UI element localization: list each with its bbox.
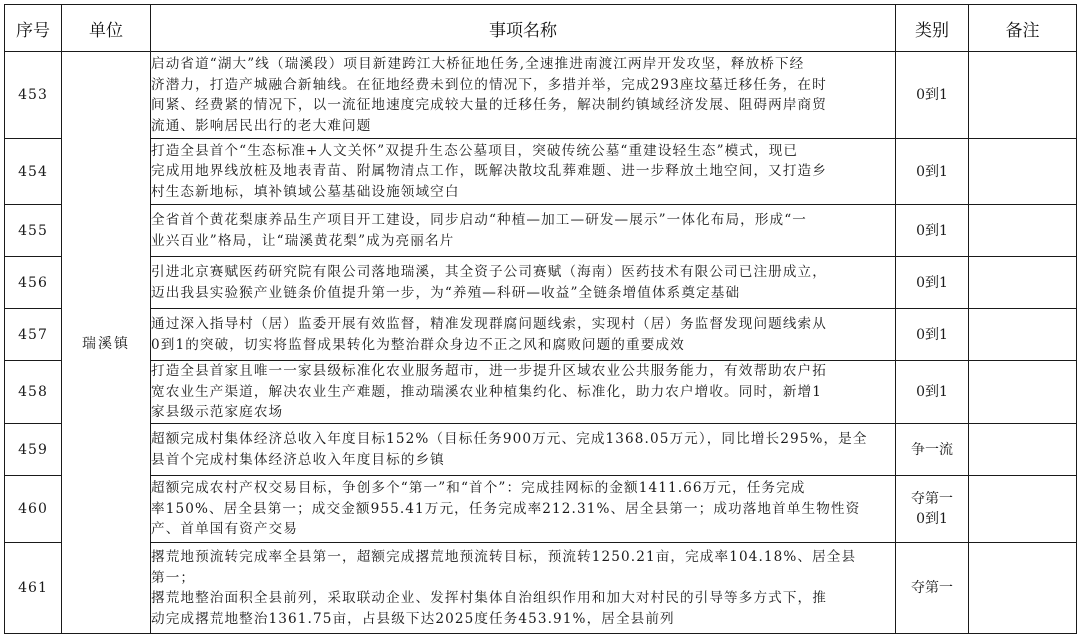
description-line: 济潜力，打造产城融合新轴线。在征地经费未到位的情况下，多措并举，完成293座坟墓迁移任务，在时 [151,76,827,93]
description-line: 打造全县首家且唯一一家县级标准化农业服务超市，进一步提升区域农业公共服务能力，有效帮助农户拓 [151,363,827,380]
category-label: 0到1 [916,326,948,343]
row-category [896,257,969,309]
category-label: 0到1 [916,384,948,400]
table-row [5,361,1077,424]
description-line: 迈出我县实验猴产业链条价值提升第一步，为“养殖—科研—收益”全链条增值体系奠定基础 [151,284,741,301]
row-seq: 460 [5,476,62,543]
description-line: 0到1的突破，切实将监督成果转化为整治群众身边不正之风和腐败问题的重要成效 [151,336,685,353]
row-category [896,543,969,634]
table-body [5,52,1077,634]
category-label: 0到1 [916,274,948,291]
row-category [896,309,969,361]
description-line: 动完成撂荒地整治1361.75亩，占县级下达2025度任务453.91%，居全县前列 [151,610,675,627]
row-note [969,361,1077,424]
description-line: 撂荒地预流转完成率全县第一，超额完成撂荒地预流转目标，预流转1250.21亩，完成率104.18%、居全县 [151,549,857,565]
row-note [969,205,1077,257]
row-category [896,139,969,205]
header-row [5,5,1077,52]
row-item-description [151,52,896,139]
description-line: 产、首单国有资产交易 [151,521,298,538]
row-category [896,361,969,424]
category-label: 争一流 [911,441,953,458]
table-row [5,476,1077,543]
description-line: 撂荒地整治面积全县前列，采取联动企业、发挥村集体自治组织作用和加大对村民的引导等多方式下，推 [151,590,827,606]
row-note [969,309,1077,361]
table-row [5,205,1077,257]
row-note [969,52,1077,139]
row-seq: 456 [5,257,62,309]
description-line: 引进北京赛赋医药研究院有限公司落地瑞溪，其全资子公司赛赋（海南）医药技术有限公司已注册成立， [151,264,827,280]
description-line: 业兴百业”格局，让“瑞溪黄花梨”成为亮丽名片 [151,232,455,249]
row-note [969,257,1077,309]
description-line: 家县级示范家庭农场 [151,404,284,421]
row-category [896,205,969,257]
description-line: 超额完成农村产权交易目标，争创多个“第一”和“首个”：完成挂网标的金额1411.66万元，任务完成 [151,480,806,497]
description-line: 流通、影响居民出行的老大难问题 [151,117,372,134]
row-seq: 461 [5,543,62,634]
row-seq: 458 [5,361,62,424]
row-seq: 453 [5,52,62,139]
row-note [969,424,1077,476]
description-line: 启动省道“湖大”线（瑞溪段）项目新建跨江大桥征地任务,全速推进南渡江两岸开发攻坚，释放桥下经 [151,56,805,72]
description-line: 通过深入指导村（居）监委开展有效监督，精准发现群腐问题线索，实现村（居）务监督发现问题线索从 [151,316,827,332]
row-item-description [151,361,896,424]
row-category [896,476,969,543]
row-category [896,52,969,139]
category-label: 0到1 [916,163,948,180]
description-line: 宽农业生产渠道，解决农业生产难题，推动瑞溪农业种植集约化、标准化，助力农户增收。同时，新增1 [151,383,822,400]
category-label: 夺第一 [911,491,953,507]
row-seq: 459 [5,424,62,476]
row-seq: 455 [5,205,62,257]
header-item: 事项名称 [151,5,896,52]
row-note [969,139,1077,205]
header-note: 备注 [969,5,1077,52]
description-line: 完成用地界线放桩及地表青苗、附属物清点工作，既解决散坟乱葬难题、进一步释放土地空间，又打造乡 [151,163,827,180]
table-row [5,139,1077,205]
table-row [5,309,1077,361]
row-seq: 454 [5,139,62,205]
description-line: 县首个完成村集体经济总收入年度目标的乡镇 [151,451,445,468]
table-row [5,52,1077,139]
row-item-description [151,205,896,257]
description-line: 全省首个黄花梨康养品生产项目开工建设，同步启动“种植—加工—研发—展示”一体化布局，形成“一 [151,212,807,228]
category-label: 0到1 [916,222,948,239]
description-line: 村生态新地标，填补镇域公墓基础设施领域空白 [151,183,460,200]
row-unit-merged: 瑞溪镇 [62,52,151,634]
table-row [5,424,1077,476]
row-item-description [151,476,896,543]
category-label: 0到1 [916,87,948,103]
row-item-description [151,139,896,205]
description-line: 第一； [151,569,196,586]
row-item-description [151,309,896,361]
header-category: 类别 [896,5,969,52]
header-seq: 序号 [5,5,62,52]
row-note [969,543,1077,634]
achievement-table [4,4,1077,634]
row-item-description [151,257,896,309]
description-line: 间紧、经费紧的情况下，以一流征地速度完成较大量的迁移任务，解决制约镇域经济发展、阻碍两岸商贸 [151,97,827,113]
description-line: 超额完成村集体经济总收入年度目标152%（目标任务900万元、完成1368.05万元），同比增长295%，是全 [151,431,868,447]
row-seq: 457 [5,309,62,361]
category-label: 夺第一 [911,580,953,596]
description-line: 率150%、居全县第一；成交金额955.41万元，任务完成率212.31%、居全县第一；成功落地首单生物性资 [151,500,861,517]
table-row [5,543,1077,634]
table-row [5,257,1077,309]
row-item-description [151,424,896,476]
description-line: 打造全县首个“生态标准+人文关怀”双提升生态公墓项目，突破传统公墓“重建设轻生态”模式，现已 [151,142,799,159]
header-unit: 单位 [62,5,151,52]
row-note [969,476,1077,543]
row-category [896,424,969,476]
row-item-description [151,543,896,634]
category-label: 0到1 [916,511,948,527]
